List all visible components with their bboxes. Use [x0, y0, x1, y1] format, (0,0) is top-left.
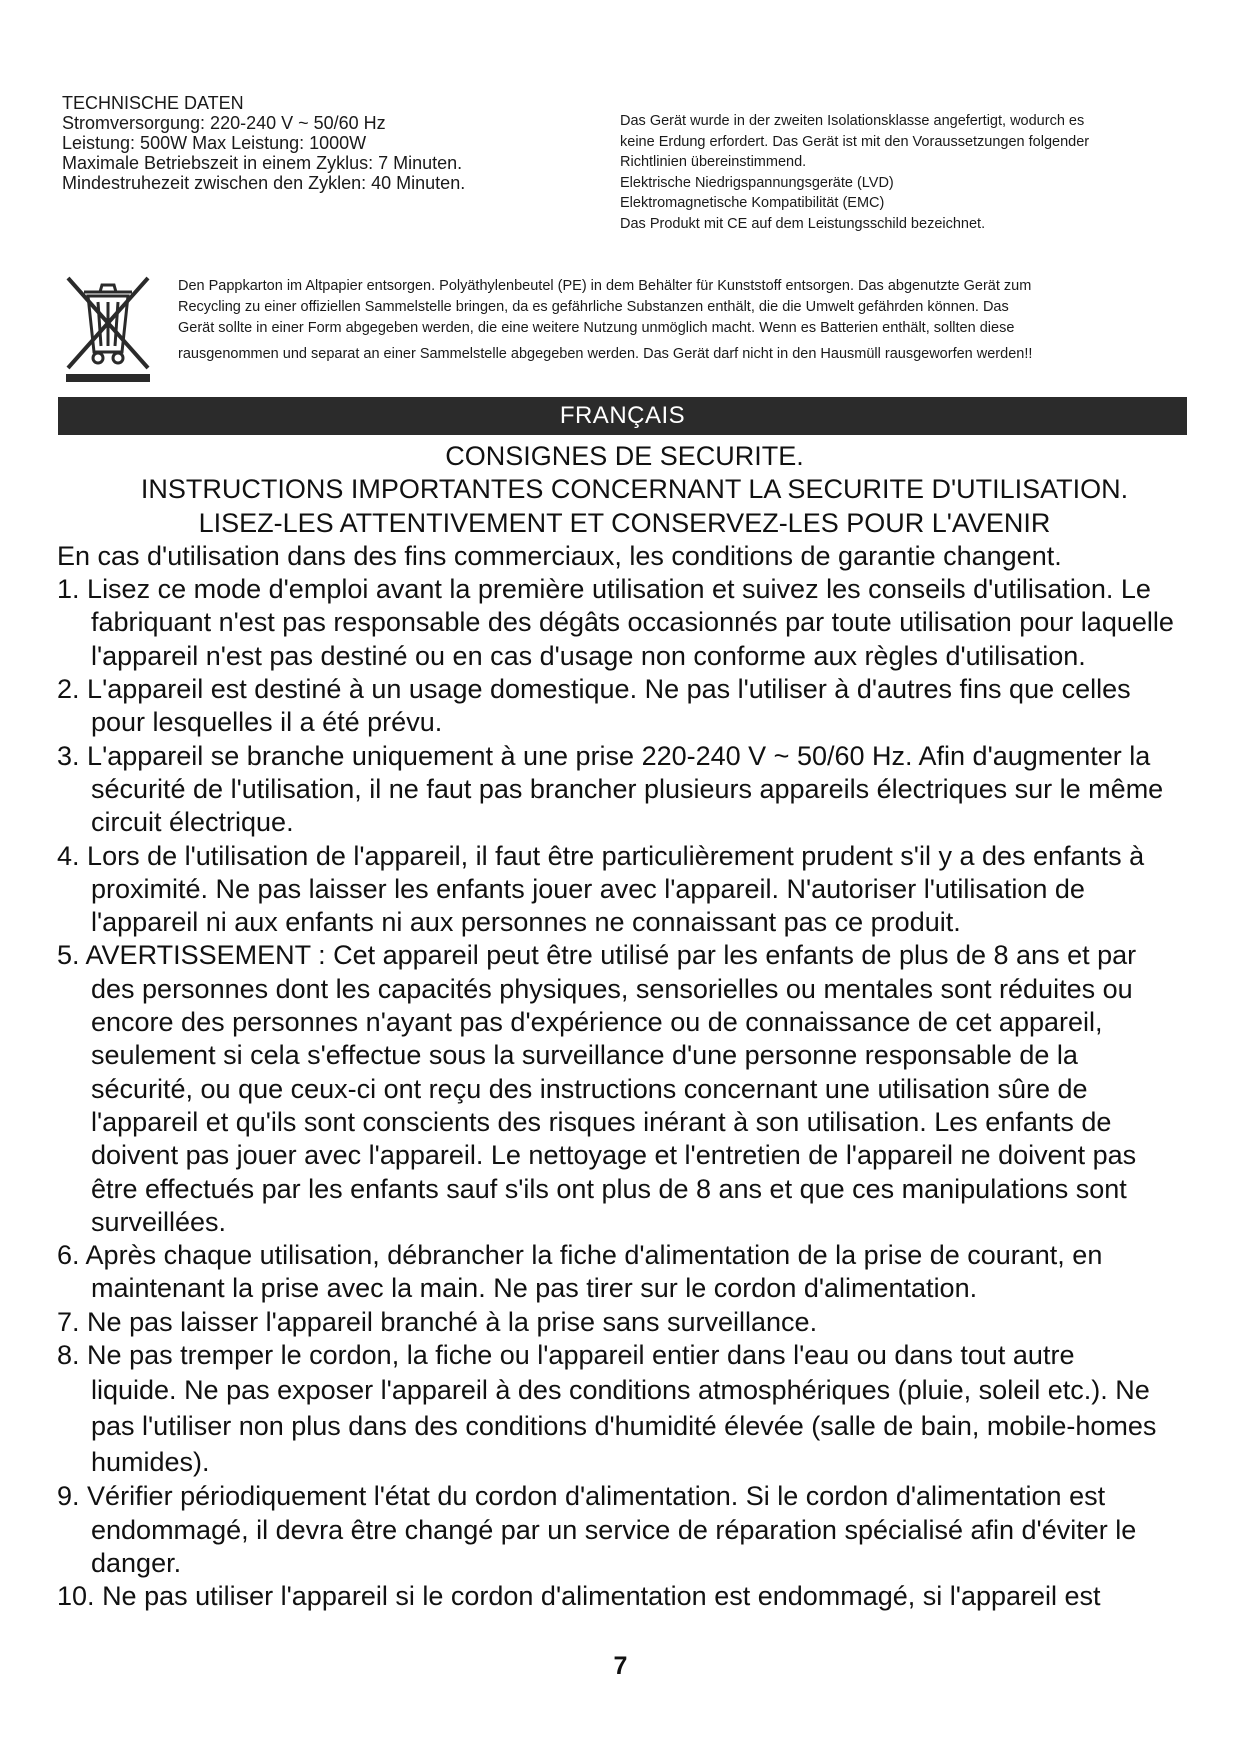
item-text: L'appareil se branche uniquement à une prise 220-240 V ~ 50/60 Hz. Afin d'augmenter la	[87, 740, 1151, 771]
list-item	[57, 939, 1192, 1239]
safety-title: CONSIGNES DE SECURITE.	[445, 441, 804, 471]
item-text: pas l'utiliser non plus dans des conditions d'humidité élevée (salle de bain, mobile-homes	[91, 1411, 1157, 1442]
item-number: 5.	[57, 940, 80, 971]
item-number: 6.	[57, 1240, 80, 1271]
list-item	[57, 1580, 1192, 1613]
item-text: liquide. Ne pas exposer l'appareil à des conditions atmosphériques (pluie, soleil etc.). Ne	[91, 1375, 1150, 1406]
item-text: seulement si cela s'effectue sous la surveillance d'une personne responsable de la	[91, 1040, 1078, 1071]
conformity-line: keine Erdung erfordert. Das Gerät ist mit den Voraussetzungen folgender	[620, 133, 1090, 150]
conformity-line: Das Produkt mit CE auf dem Leistungsschild bezeichnet.	[620, 215, 986, 232]
safety-subtitle: INSTRUCTIONS IMPORTANTES CONCERNANT LA SECURITE D'UTILISATION.	[140, 474, 1129, 505]
item-number: 9.	[57, 1481, 80, 1512]
technical-heading: TECHNISCHE DATEN	[62, 93, 244, 113]
safety-intro: En cas d'utilisation dans des fins commerciaux, les conditions de garantie changent.	[57, 540, 1062, 571]
list-item	[57, 1239, 1192, 1306]
disposal-line: rausgenommen und separat an einer Sammelstelle abgegeben werden. Das Gerät darf nicht in den Hausmüll rausgeworfen werden!!	[178, 346, 1033, 362]
item-text: encore des personnes n'ayant pas d'expérience ou de connaissance de cet appareil,	[91, 1007, 1103, 1038]
item-text: Vérifier périodiquement l'état du cordon d'alimentation. Si le cordon d'alimentation est	[87, 1481, 1106, 1512]
item-number: 10.	[57, 1581, 95, 1612]
item-text: proximité. Ne pas laisser les enfants jouer avec l'appareil. N'autoriser l'utilisation de	[91, 873, 1085, 904]
list-item	[57, 1306, 1192, 1339]
item-text: L'appareil est destiné à un usage domestique. Ne pas l'utiliser à d'autres fins que celles	[87, 674, 1131, 705]
list-item	[57, 1339, 1192, 1480]
item-text: des personnes dont les capacités physiques, sensorielles ou mentales sont réduites ou	[91, 973, 1133, 1004]
conformity-line: Elektromagnetische Kompatibilität (EMC)	[620, 195, 885, 211]
item-text: Après chaque utilisation, débrancher la fiche d'alimentation de la prise de courant, en	[85, 1240, 1103, 1271]
conformity-line: Richtlinien übereinstimmend.	[620, 154, 807, 170]
conformity-notice	[620, 111, 1200, 234]
item-number: 8.	[57, 1340, 80, 1371]
item-number: 4.	[57, 840, 80, 871]
item-text: Ne pas tremper le cordon, la fiche ou l'appareil entier dans l'eau ou dans tout autre	[87, 1340, 1075, 1371]
item-text: surveillées.	[91, 1206, 227, 1237]
technical-line: Maximale Betriebszeit in einem Zyklus: 7 Minuten.	[62, 153, 463, 173]
page-number: 7	[613, 1652, 628, 1680]
conformity-line: Das Gerät wurde in der zweiten Isolationsklasse angefertigt, wodurch es	[620, 113, 1085, 129]
item-text: danger.	[91, 1547, 182, 1578]
item-text: doivent pas jouer avec l'appareil. Le nettoyage et l'entretien de l'appareil ne doivent pas	[91, 1140, 1137, 1171]
technical-line: Stromversorgung: 220-240 V ~ 50/60 Hz	[62, 113, 386, 133]
list-item	[57, 740, 1192, 840]
item-text: Lors de l'utilisation de l'appareil, il faut être particulièrement prudent s'il y a des enfants à	[87, 840, 1145, 871]
item-text: endommagé, il devra être changé par un service de réparation spécialisé afin d'éviter le	[91, 1514, 1137, 1545]
item-text: l'appareil et qu'ils sont conscients des risques inérant à son utilisation. Les enfants de	[91, 1106, 1112, 1137]
technical-line: Mindestruhezeit zwischen den Zyklen: 40 Minuten.	[62, 173, 466, 193]
item-text: sécurité, ou que ceux-ci ont reçu des instructions concernant une utilisation sûre de	[91, 1073, 1088, 1104]
safety-instructions	[57, 440, 1192, 1614]
list-item	[57, 840, 1192, 940]
technical-line: Leistung: 500W Max Leistung: 1000W	[62, 133, 367, 153]
disposal-notice	[178, 276, 1198, 365]
item-text: l'appareil n'est pas destiné ou en cas d'usage non conforme aux règles d'utilisation.	[91, 640, 1086, 671]
list-item	[57, 1480, 1192, 1580]
item-text: Ne pas laisser l'appareil branché à la prise sans surveillance.	[87, 1306, 818, 1337]
item-text: fabriquant n'est pas responsable des dégâts occasionnés par toute utilisation pour laquelle	[91, 607, 1174, 638]
item-text: Lisez ce mode d'emploi avant la première utilisation et suivez les conseils d'utilisation. Le	[87, 574, 1151, 605]
item-text: sécurité de l'utilisation, il ne faut pas brancher plusieurs appareils électriques sur le même	[91, 773, 1164, 804]
disposal-line: Den Pappkarton im Altpapier entsorgen. Polyäthylenbeutel (PE) in dem Behälter für Kunststoff entsorgen. Das abgenutzte Gerät zum	[178, 278, 1032, 294]
weee-crossed-bin-icon	[58, 272, 158, 384]
conformity-line: Elektrische Niedrigspannungsgeräte (LVD)	[620, 174, 894, 191]
item-text: humides).	[91, 1447, 210, 1478]
disposal-line: Recycling zu einer offiziellen Sammelstelle bringen, da es gefährliche Substanzen enthält, die die Umwelt gefährden können. Das	[178, 299, 1009, 315]
item-text: circuit électrique.	[91, 807, 294, 838]
list-item	[57, 573, 1192, 673]
item-text: AVERTISSEMENT : Cet appareil peut être utilisé par les enfants de plus de 8 ans et par	[85, 940, 1137, 971]
item-text: pour lesquelles il a été prévu.	[91, 707, 443, 738]
item-text: être effectués par les enfants sauf s'ils ont plus de 8 ans et que ces manipulations sont	[91, 1173, 1127, 1204]
item-number: 7.	[57, 1306, 80, 1337]
item-number: 3.	[57, 740, 80, 771]
disposal-line: Gerät sollte in einer Form abgegeben werden, die eine weitere Nutzung unmöglich macht. Wenn es Batterien enthält, sollten diese	[178, 320, 1015, 336]
item-text: maintenant la prise avec la main. Ne pas tirer sur le cordon d'alimentation.	[91, 1273, 978, 1304]
item-text: Ne pas utiliser l'appareil si le cordon d'alimentation est endommagé, si l'appareil est	[102, 1581, 1101, 1612]
item-number: 2.	[57, 674, 80, 705]
item-number: 1.	[57, 574, 80, 605]
language-label: FRANÇAIS	[559, 402, 686, 429]
safety-subtitle: LISEZ-LES ATTENTIVEMENT ET CONSERVEZ-LES POUR L'AVENIR	[198, 507, 1051, 538]
language-section-bar	[58, 397, 1187, 435]
list-item	[57, 673, 1192, 740]
item-text: l'appareil ni aux enfants ni aux personnes ne connaissant pas ce produit.	[91, 907, 961, 938]
technical-data	[62, 93, 522, 193]
